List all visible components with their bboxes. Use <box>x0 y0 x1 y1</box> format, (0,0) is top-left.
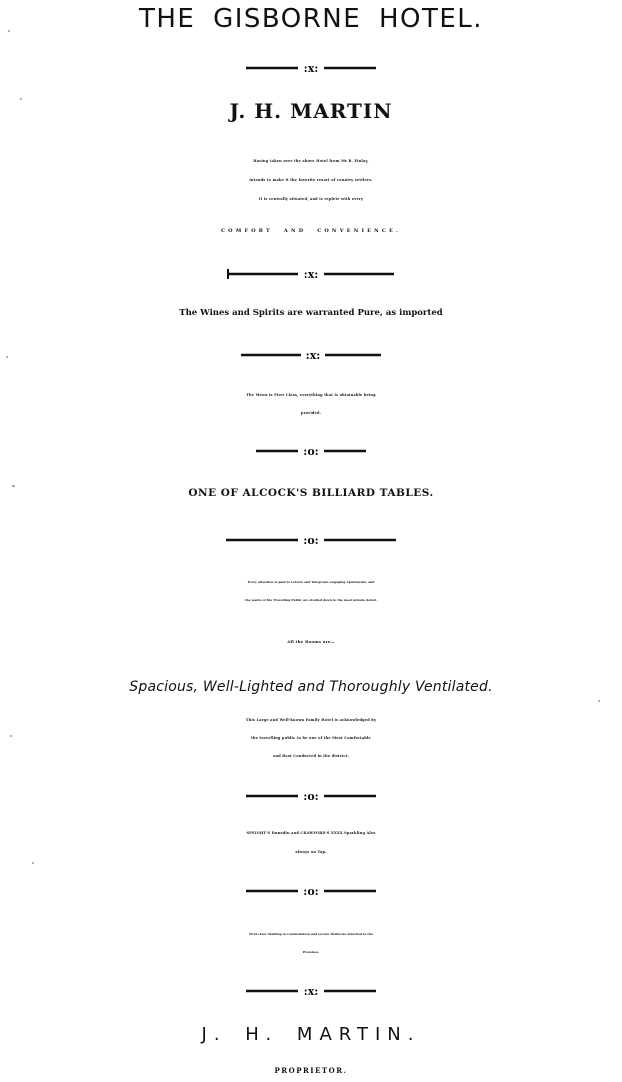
svg-text::o:: :o: <box>303 885 319 897</box>
spacious-line: Spacious, Well-Lighted and Thoroughly Ventilated. <box>129 679 493 695</box>
family-hotel-line: This Large and Well-known Family Hotel is acknowledged by <box>245 718 377 722</box>
comfort-line: COMFORT AND CONVENIENCE. <box>220 228 402 234</box>
intro-line: intends to make it the favorite resort of country settlers. <box>249 178 373 182</box>
attention-line: the wants of the Travelling Public are studied down to the most minute detail. <box>245 598 377 602</box>
ornamental-rule <box>0 62 622 74</box>
svg-text::o:: :o: <box>303 790 319 802</box>
print-speck <box>8 30 10 32</box>
signature-title: PROPRIETOR. <box>274 1066 348 1075</box>
family-hotel-line: and Best Conducted in the district. <box>273 754 349 758</box>
svg-text::o:: :o: <box>303 445 319 457</box>
wines-spirits-line: The Wines and Spirits are warranted Pure, as imported <box>179 308 443 318</box>
svg-text::x:: :x: <box>305 349 321 361</box>
ornamental-rule <box>0 985 622 997</box>
ornamental-rule <box>0 445 622 457</box>
billiard-tables-line: ONE OF ALCOCK'S BILLIARD TABLES. <box>188 487 434 499</box>
print-speck <box>598 700 600 702</box>
print-speck <box>12 485 15 487</box>
menu-line: The Menu is First Class, everything that is obtainable being <box>246 393 376 397</box>
ornamental-rule <box>0 885 622 897</box>
intro-line: Having taken over the above Hotel from Mr R. Finlay, <box>253 159 369 163</box>
family-hotel-line: the travelling public to be one of the Most Comfortable <box>251 736 371 740</box>
svg-text::x:: :x: <box>303 985 319 997</box>
print-speck <box>10 735 12 737</box>
ornamental-rule <box>0 790 622 802</box>
ales-line: always on Tap. <box>295 850 327 854</box>
print-speck <box>20 98 22 100</box>
signature-name: J. H. MARTIN. <box>201 1024 421 1045</box>
hotel-title: THE GISBORNE HOTEL. <box>138 4 484 34</box>
svg-text::o:: :o: <box>303 534 319 546</box>
svg-text::x:: :x: <box>303 268 319 280</box>
stabling-line: Premises. <box>302 950 320 954</box>
attention-line: Every attention is paid to Letters and Telegrams engaging Apartments, and <box>247 580 375 584</box>
stabling-line: First-class Stabling Accommodation and secure Paddocks attached to the <box>249 932 373 936</box>
ornamental-rule <box>0 268 622 280</box>
intro-line: It is centrally situated, and is replete with every <box>258 197 364 201</box>
menu-line: provided. <box>300 411 322 415</box>
ornamental-rule <box>0 534 622 546</box>
print-speck <box>32 862 34 864</box>
proprietor-heading: J. H. MARTIN <box>229 99 393 123</box>
svg-text::x:: :x: <box>303 62 319 74</box>
ales-line: SPEIGHT'S Dunedin and CRAWFORD'S XXXX Sparkling Ales <box>246 831 376 835</box>
ornamental-rule <box>0 349 622 361</box>
print-speck <box>6 356 8 358</box>
rooms-line: All the Rooms are— <box>287 639 335 644</box>
